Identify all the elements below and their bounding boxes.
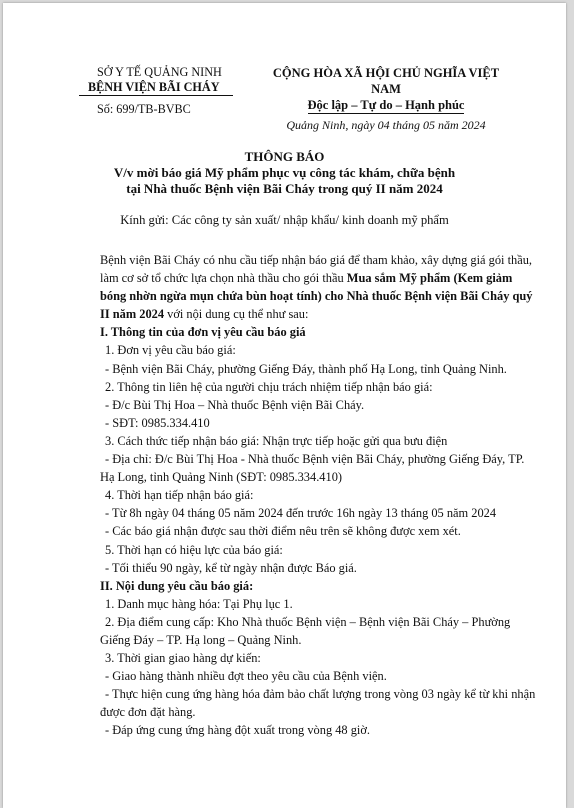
nation-title: CỘNG HÒA XÃ HỘI CHỦ NGHĨA VIỆT NAM: [272, 66, 500, 96]
hospital-name: BỆNH VIỆN BÃI CHÁY: [79, 80, 233, 96]
notice-heading: THÔNG BÁO: [244, 149, 325, 164]
intro-paragraph: [100, 251, 540, 323]
s2-line: 1. Danh mục hàng hóa: Tại Phụ lục 1.: [105, 596, 293, 611]
notice-body: [100, 251, 540, 740]
intro-part3: với nội dung cụ thể như sau:: [164, 307, 309, 322]
s1-line: - Địa chỉ: Đ/c Bùi Thị Hoa - Nhà thuốc Bệnh viện Bãi Cháy, phường Giếng Đáy, TP. Hạ Long, tỉnh Quảng Ninh (SĐT: 0985.334.410): [100, 452, 525, 485]
section2-heading: II. Nội dung yêu cầu báo giá:: [100, 578, 254, 593]
s2-line: 2. Địa điểm cung cấp: Kho Nhà thuốc Bệnh viện – Bệnh viện Bãi Cháy – Phường Giếng Đáy – TP. Hạ long – Quảng Ninh.: [100, 614, 511, 647]
issuer-block: [79, 65, 259, 117]
s1-line: 3. Cách thức tiếp nhận báo giá: Nhận trực tiếp hoặc gửi qua bưu điện: [105, 433, 448, 448]
parent-agency: SỞ Y TẾ QUẢNG NINH: [97, 65, 222, 79]
national-motto: Độc lập – Tự do – Hạnh phúc: [307, 98, 465, 112]
s2-line: - Thực hiện cung ứng hàng hóa đảm bảo chất lượng trong vòng 03 ngày kể từ khi nhận được đơn đặt hàng.: [100, 687, 536, 720]
s2-line: - Đáp ứng cung ứng hàng đột xuất trong vòng 48 giờ.: [105, 723, 371, 738]
notice-subject-line1: V/v mời báo giá Mỹ phẩm phục vụ công tác khám, chữa bệnh: [113, 165, 456, 180]
notice-subject-line2: tại Nhà thuốc Bệnh viện Bãi Cháy trong quý II năm 2024: [126, 181, 443, 196]
s1-line: - Các báo giá nhận được sau thời điểm nêu trên sẽ không được xem xét.: [105, 524, 461, 539]
s1-line: - Đ/c Bùi Thị Hoa – Nhà thuốc Bệnh viện Bãi Cháy.: [105, 397, 365, 412]
s1-line: 4. Thời hạn tiếp nhận báo giá:: [105, 488, 254, 503]
national-block: [261, 65, 511, 133]
s2-line: 3. Thời gian giao hàng dự kiến:: [105, 651, 261, 666]
intro-part1: Bệnh viện Bãi Cháy có nhu cầu tiếp nhận báo giá để tham khảo, xây dựng giá gói thầu, làm cơ sở tổ chức lựa chọn nhà thầu cho gói thầu: [100, 253, 533, 286]
s1-line: 2. Thông tin liên hệ của người chịu trách nhiệm tiếp nhận báo giá:: [105, 379, 433, 394]
greeting: Kính gửi: Các công ty sản xuất/ nhập khẩu/ kinh doanh mỹ phẩm: [120, 213, 449, 227]
section1-heading: I. Thông tin của đơn vị yêu cầu báo giá: [100, 325, 306, 340]
s1-line: - Bệnh viện Bãi Cháy, phường Giếng Đáy, thành phố Hạ Long, tỉnh Quảng Ninh.: [105, 361, 507, 376]
place-date: Quảng Ninh, ngày 04 tháng 05 năm 2024: [286, 118, 486, 132]
intro-package-name: Mua sắm Mỹ phẩm (Kem giảm bóng nhờn ngừa mụn chứa bùn hoạt tính) cho Nhà thuốc Bệnh viện Bãi Cháy quý II năm 2024: [100, 271, 533, 322]
document-number: Số: 699/TB-BVBC: [97, 102, 191, 116]
s2-line: - Giao hàng thành nhiều đợt theo yêu cầu của Bệnh viện.: [105, 669, 387, 684]
s1-line: - Tối thiểu 90 ngày, kể từ ngày nhận được Báo giá.: [105, 560, 357, 575]
s1-line: 1. Đơn vị yêu cầu báo giá:: [105, 343, 236, 358]
s1-line: - Từ 8h ngày 04 tháng 05 năm 2024 đến trước 16h ngày 13 tháng 05 năm 2024: [105, 506, 497, 521]
document-page: [3, 3, 566, 808]
s1-line: 5. Thời hạn có hiệu lực của báo giá:: [105, 542, 283, 557]
s1-line: - SĐT: 0985.334.410: [105, 415, 210, 430]
